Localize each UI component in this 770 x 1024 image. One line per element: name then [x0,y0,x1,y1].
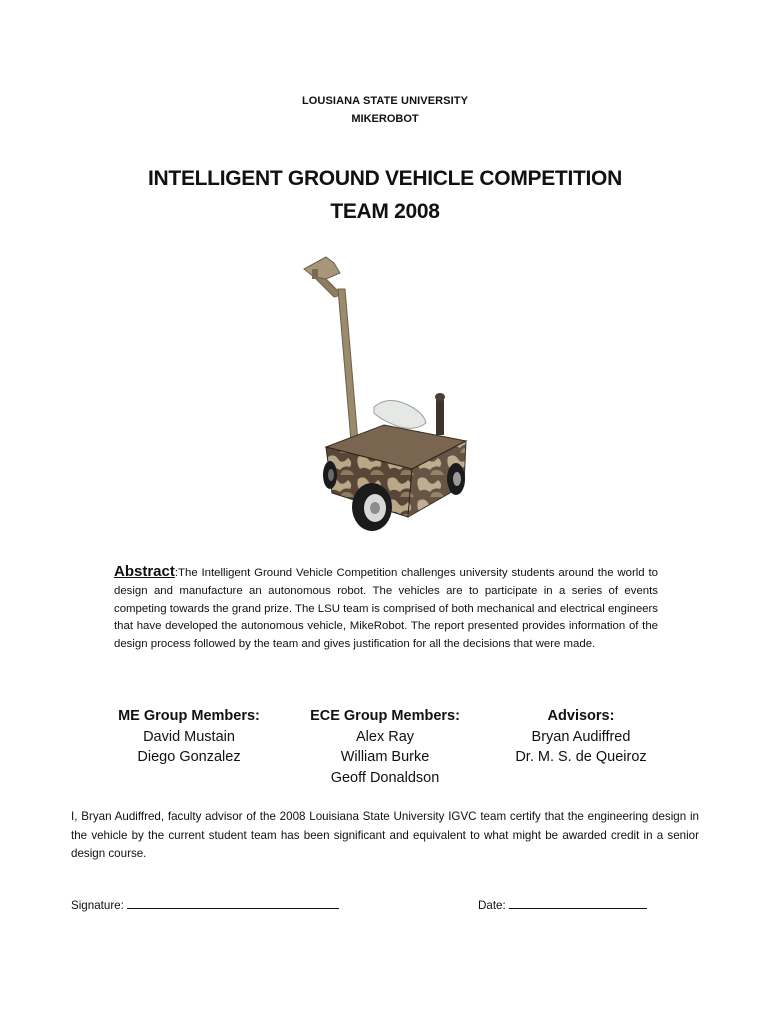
advisors-heading: Advisors: [547,708,615,724]
title-line-1: INTELLIGENT GROUND VEHICLE COMPETITION [148,167,622,190]
ece-member: Alex Ray [355,728,415,745]
abstract-text: :The Intelligent Ground Vehicle Competition challenges university students around the world to design and manufacture an autonomous robot. The vehicles are to participate in a series of events competing towards the grand prize. The LSU team is comprised of both mechanical and electrical engineers that have developed the autonomous vehicle, MikeRobot. The report presented provides information of the design process followed by the team and gives justification for all the decisions that were made. [114,567,658,651]
ece-group-heading: ECE Group Members: [310,708,460,724]
ece-member: Geoff Donaldson [330,769,440,786]
date-blank[interactable] [509,897,647,909]
ece-group-column [300,706,470,788]
advisors-column [496,706,666,768]
me-group-heading: ME Group Members: [118,708,260,724]
advisor: Bryan Audiffred [531,728,631,745]
me-member: Diego Gonzalez [137,749,241,765]
certification-statement: I, Bryan Audiffred, faculty advisor of the 2008 Louisiana State University IGVC team certify that the engineering design in the vehicle by the current student team has been significant and equivalent to what might be awarded credit in a senior design course. [71,810,699,860]
advisor: Dr. M. S. de Queiroz [515,749,647,765]
signature-blank[interactable] [127,897,339,909]
signature-line [71,897,339,912]
date-label: Date: [478,899,506,912]
ece-member: William Burke [340,749,430,765]
university-name: LOUSIANA STATE UNIVERSITY [301,95,469,107]
abstract-paragraph [114,563,658,654]
date-line [478,897,647,912]
me-group-column [104,706,274,768]
me-member: David Mustain [143,728,235,745]
team-name: MIKEROBOT [351,113,419,125]
title-line-2: TEAM 2008 [330,200,440,223]
signature-label: Signature: [71,899,124,912]
abstract-heading: Abstract [114,563,175,580]
robot-vehicle-image [296,255,472,533]
